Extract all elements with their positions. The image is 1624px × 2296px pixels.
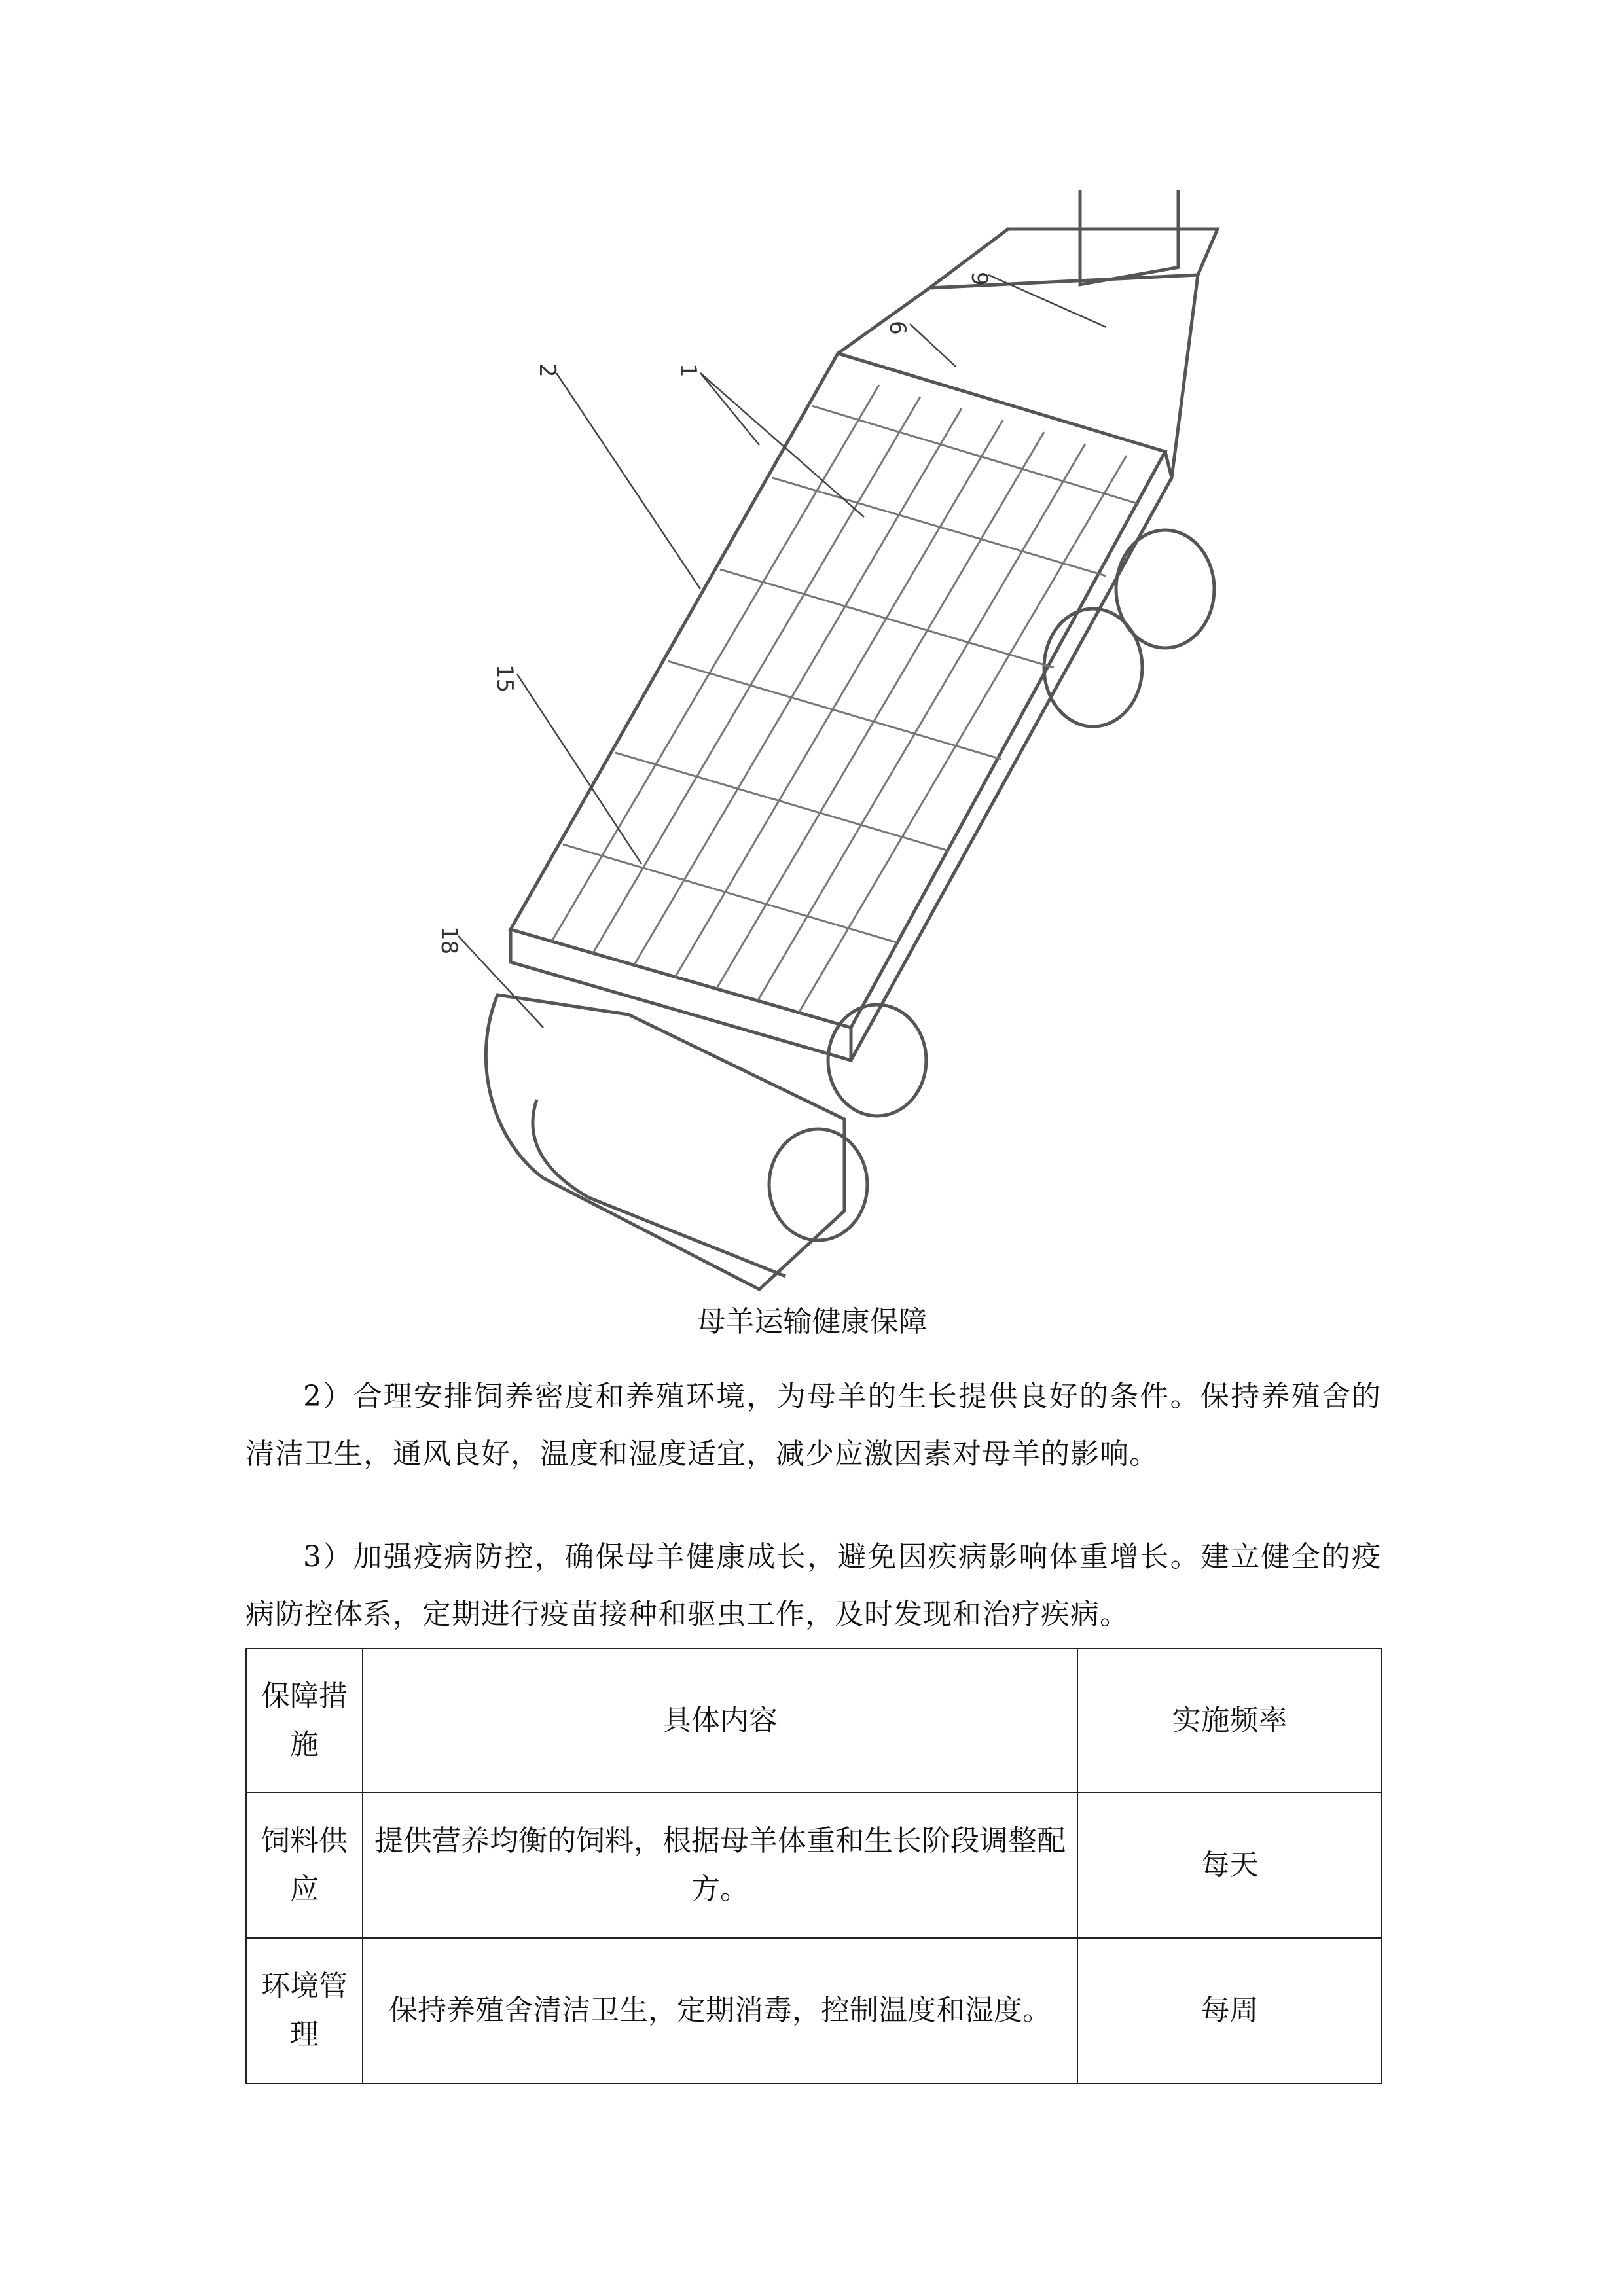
front-wheel — [769, 1129, 867, 1240]
table-row — [246, 1793, 1382, 1938]
rail — [593, 397, 920, 953]
callout-label-9: 9 — [966, 272, 992, 286]
callout-label-6: 6 — [884, 321, 911, 335]
callout-leader — [556, 373, 700, 589]
header-content: 具体内容 — [363, 1649, 1077, 1793]
crossbar — [668, 661, 1001, 759]
rear-wheel-1 — [828, 1005, 926, 1116]
measures-table — [245, 1648, 1382, 2084]
crossbar — [812, 406, 1139, 504]
callout-label-15: 15 — [492, 664, 518, 693]
header-frequency: 实施频率 — [1077, 1649, 1382, 1793]
crossbar — [615, 753, 949, 851]
cell-frequency: 每周 — [1077, 1938, 1382, 2083]
callout-label-1: 1 — [675, 363, 701, 378]
callout-leader — [517, 674, 641, 864]
callout-leader — [458, 936, 543, 1028]
rail — [676, 420, 1003, 977]
cell-content: 保持养殖舍清洁卫生，定期消毒，控制温度和湿度。 — [363, 1938, 1077, 2083]
rail — [552, 385, 879, 941]
rear-gate — [1080, 190, 1178, 285]
paragraph-3: 3）加强疫病防控，确保母羊健康成长，避免因疾病影响体重增长。建立健全的疫病防控体系，定期进行疫苗接种和驱虫工作，及时发现和治疗疾病。 — [245, 1540, 1381, 1631]
rear-wheel-3 — [1116, 530, 1214, 648]
cab-outline — [486, 995, 844, 1289]
cell-measure: 环境管理 — [246, 1938, 363, 2083]
cell-content: 提供营养均衡的饲料，根据母羊体重和生长阶段调整配方。 — [363, 1793, 1077, 1938]
paragraph-2: 2）合理安排饲养密度和养殖环境，为母羊的生长提供良好的条件。保持养殖舍的清洁卫生，通风良好，温度和湿度适宜，减少应激因素对母羊的影响。 — [245, 1380, 1381, 1471]
livestock-truck-drawing — [393, 190, 1237, 1296]
header-measure: 保障措施 — [246, 1649, 363, 1793]
cab-detail — [533, 1100, 785, 1276]
crossbar — [563, 844, 897, 942]
callout-leader — [700, 373, 759, 445]
truck-figure — [393, 190, 1237, 1296]
cargo-side — [851, 452, 1172, 1060]
cell-measure: 饲料供应 — [246, 1793, 363, 1938]
table-header-row — [246, 1649, 1382, 1793]
callout-label-18: 18 — [436, 926, 462, 955]
upper-rack — [838, 275, 1198, 478]
table-row — [246, 1938, 1382, 2083]
rail — [634, 408, 962, 965]
cell-frequency: 每天 — [1077, 1793, 1382, 1938]
callout-leader — [700, 373, 864, 517]
figure-caption: 母羊运输健康保障 — [696, 1305, 928, 1338]
callout-leader — [910, 324, 956, 367]
callout-label-2: 2 — [534, 363, 560, 378]
